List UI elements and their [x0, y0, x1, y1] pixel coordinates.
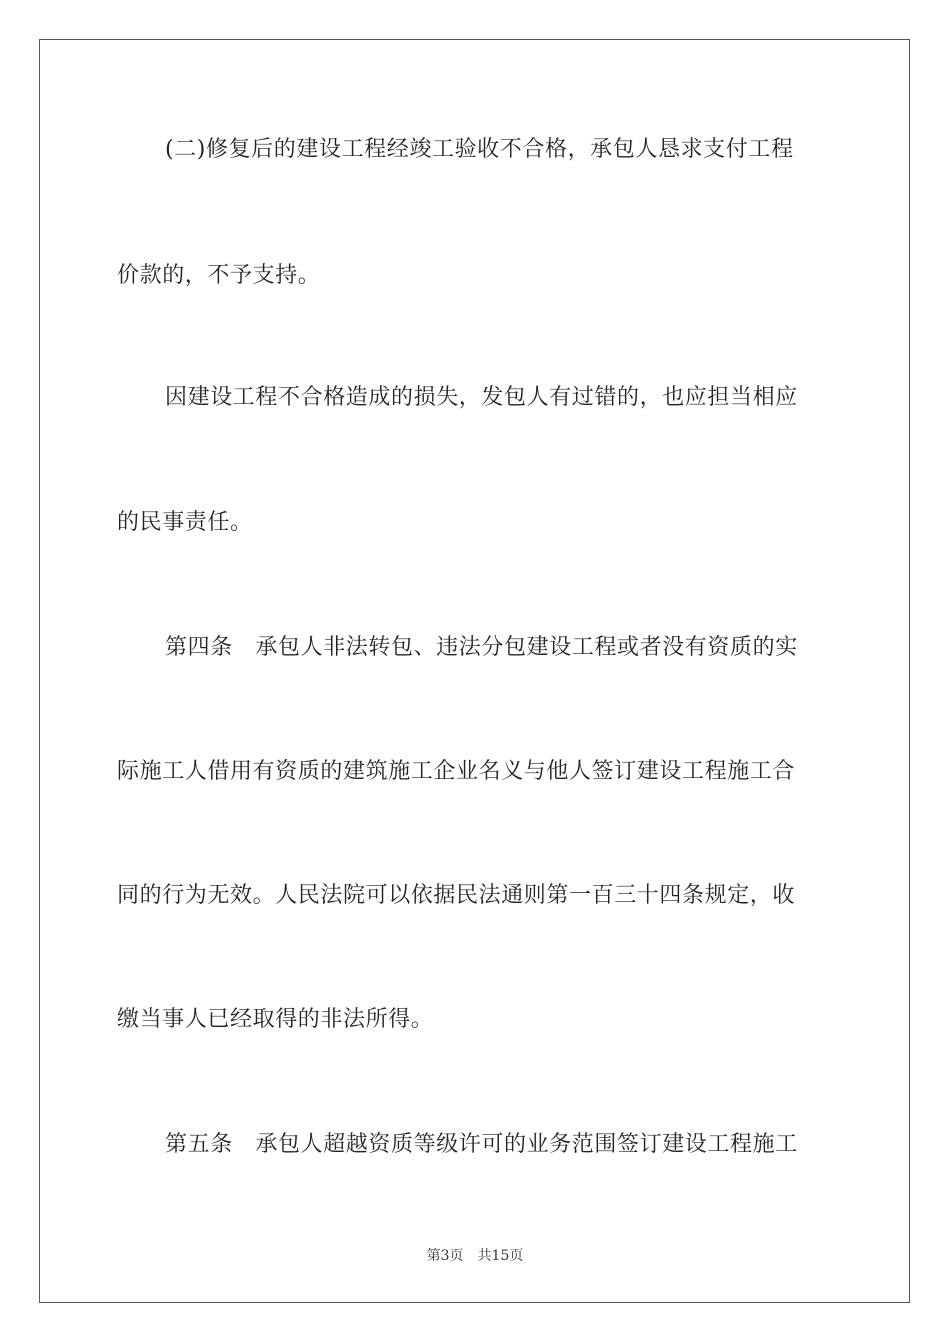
- page-total: 共15页: [477, 1248, 524, 1264]
- paragraph-line: 第四条 承包人非法转包、违法分包建设工程或者没有资质的实: [165, 635, 798, 660]
- page-footer: [0, 1247, 950, 1265]
- paragraph-line: 价款的，不予支持。: [117, 263, 321, 288]
- paragraph-line: 同的行为无效。人民法院可以依据民法通则第一百三十四条规定，收: [117, 883, 796, 908]
- paragraph-line: 的民事责任。: [117, 510, 253, 535]
- page-border: [39, 39, 910, 1303]
- paragraph-line: (二)修复后的建设工程经竣工验收不合格，承包人恳求支付工程: [165, 137, 794, 162]
- paragraph-line: 第五条 承包人超越资质等级许可的业务范围签订建设工程施工: [165, 1132, 798, 1157]
- paragraph-line: 缴当事人已经取得的非法所得。: [117, 1007, 434, 1032]
- paragraph-line: 因建设工程不合格造成的损失，发包人有过错的，也应担当相应: [165, 385, 798, 410]
- paragraph-line: 际施工人借用有资质的建筑施工企业名义与他人签订建设工程施工合: [117, 759, 796, 784]
- page-number: 第3页: [426, 1248, 464, 1264]
